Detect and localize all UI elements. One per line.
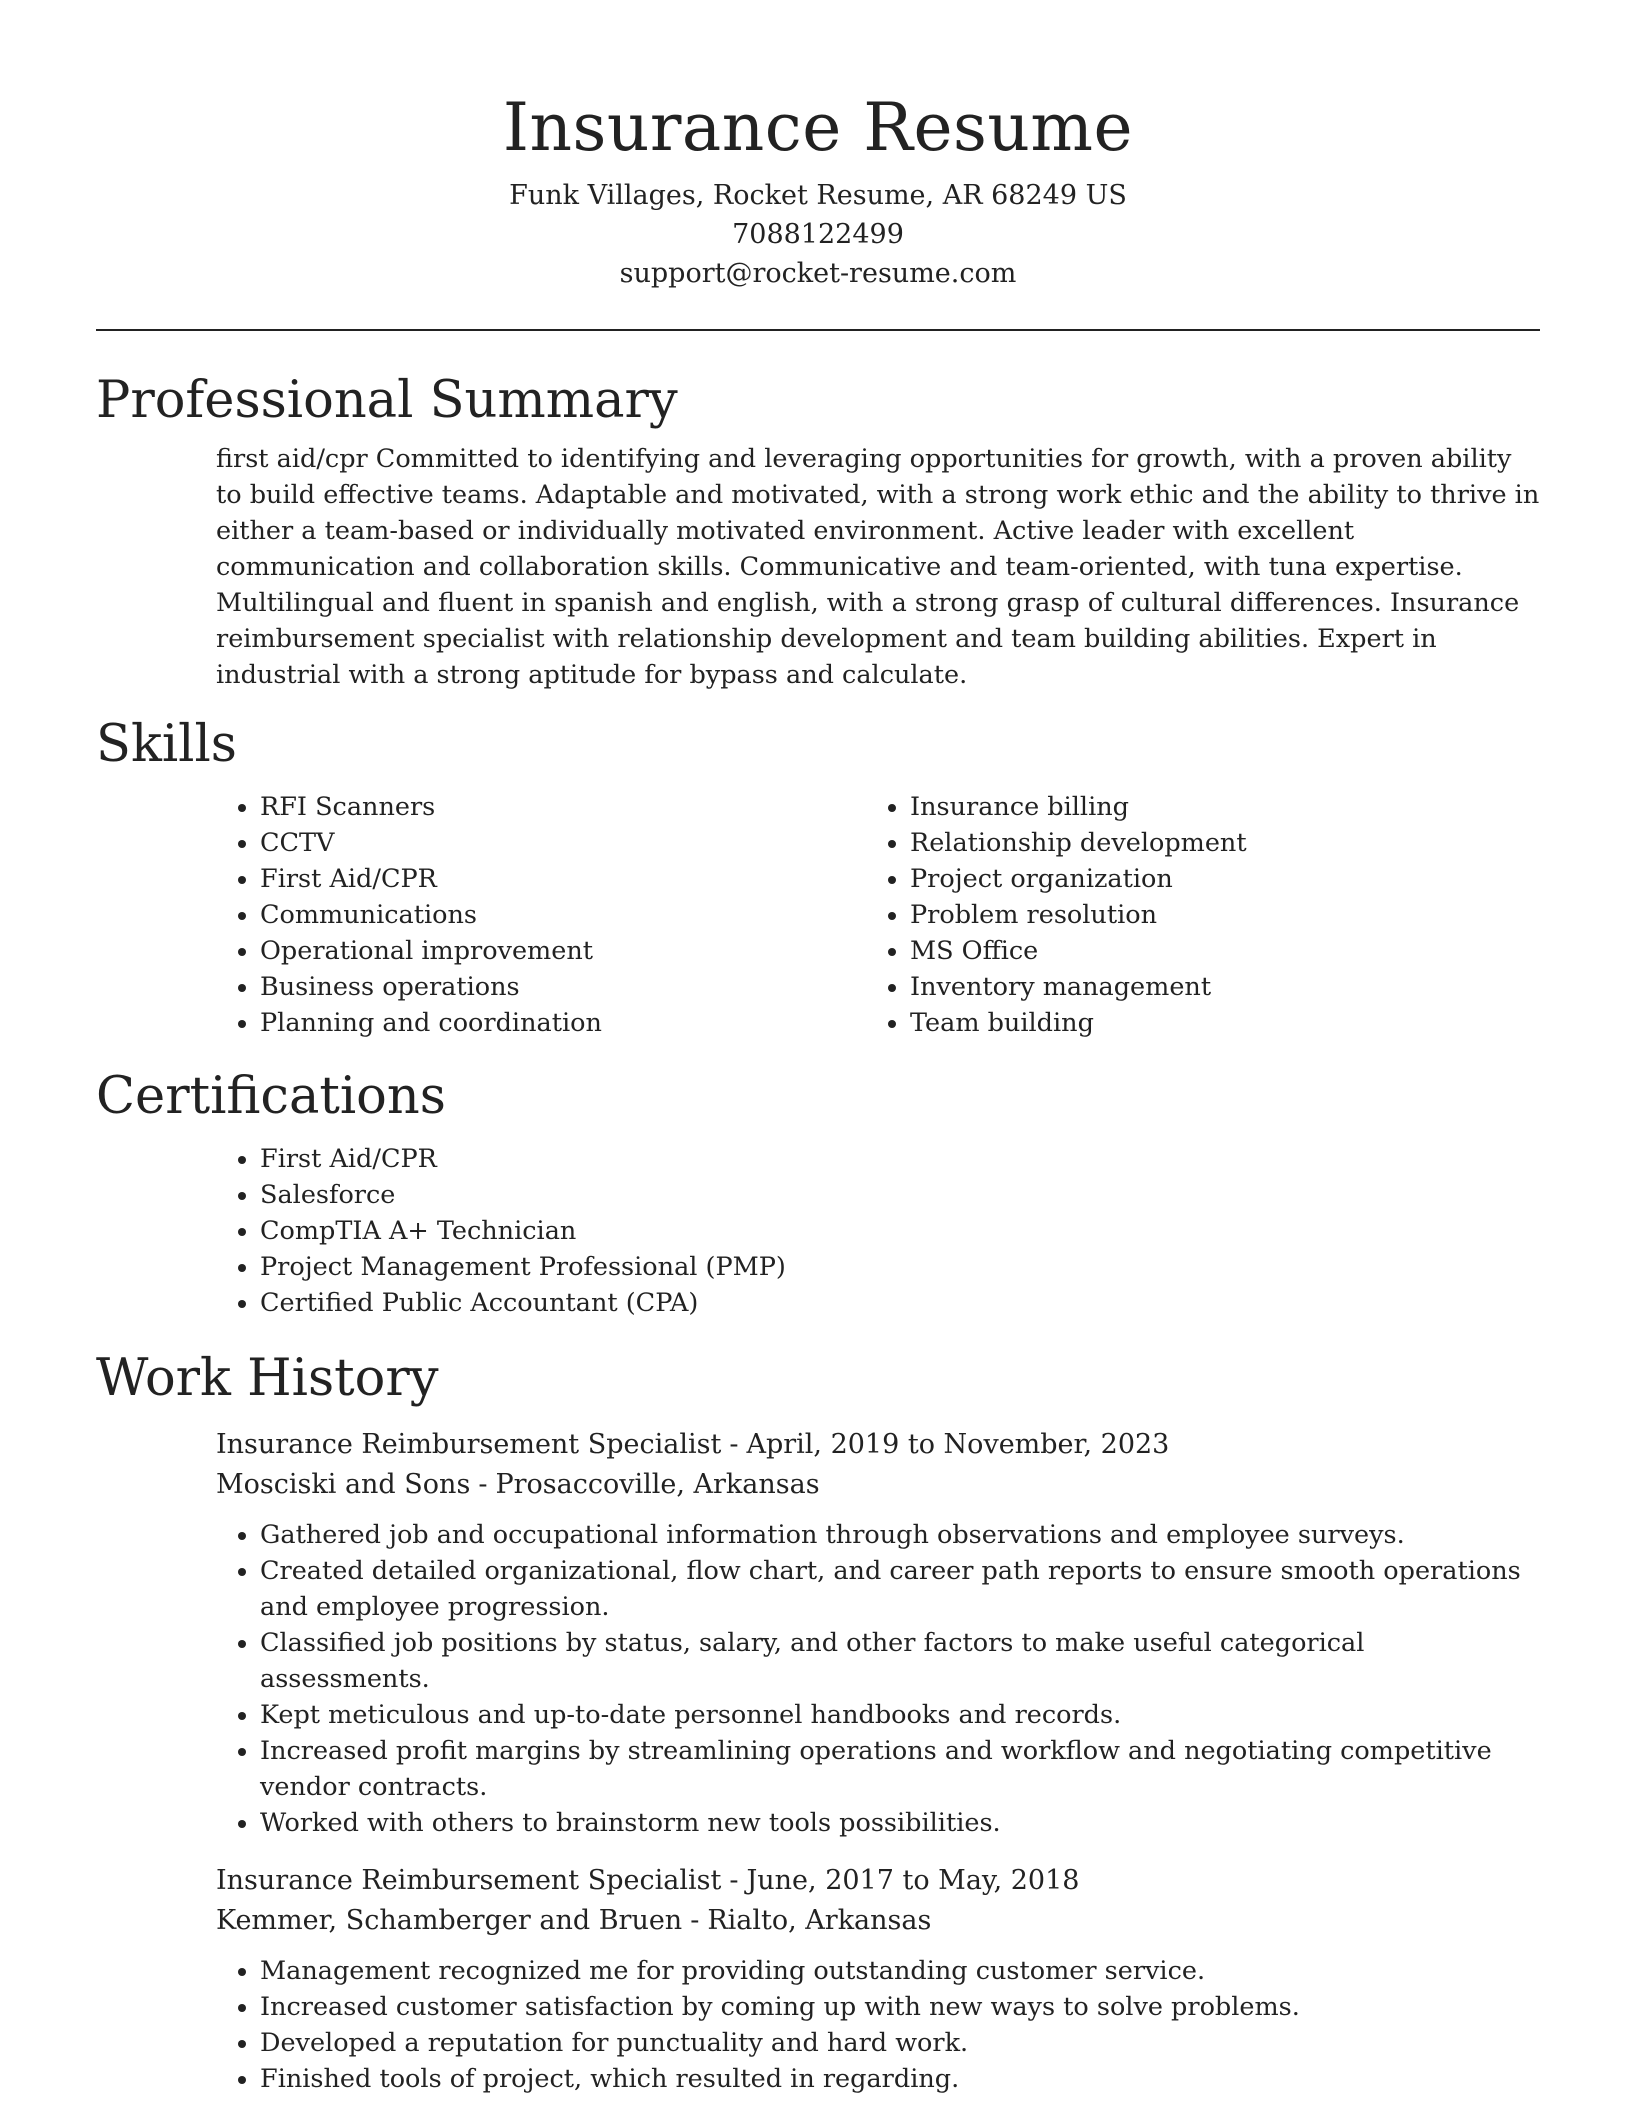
list-item: • Business operations xyxy=(260,969,866,1005)
list-item: • Project organization xyxy=(910,861,1247,897)
job-entry xyxy=(216,1425,1540,1841)
separator: - xyxy=(729,1429,739,1460)
list-item: • Insurance billing xyxy=(910,789,1247,825)
list-item: • Planning and coordination xyxy=(260,1005,866,1041)
certifications-heading: Certifications xyxy=(96,1067,446,1126)
skills-heading: Skills xyxy=(96,715,237,774)
job-role: Insurance Reimbursement Specialist xyxy=(216,1429,722,1460)
job-header xyxy=(216,1425,1540,1505)
skills-column-right xyxy=(866,789,1247,1041)
list-item: • Team building xyxy=(910,1005,1247,1041)
list-item: • Created detailed organizational, flow chart, and career path reports to ensure smooth operations and employee progression. xyxy=(260,1553,1540,1625)
list-item: • Increased profit margins by streamlining operations and workflow and negotiating competitive vendor contracts. xyxy=(260,1733,1540,1805)
job-title-line xyxy=(216,1425,1540,1465)
job-bullets xyxy=(216,1953,1540,2097)
skills-list xyxy=(216,789,1540,1041)
job-header xyxy=(216,1861,1540,1941)
resume-title: Insurance Resume xyxy=(502,89,1134,166)
list-item: • Salesforce xyxy=(260,1177,1540,1213)
resume-header xyxy=(96,0,1540,293)
summary-heading: Professional Summary xyxy=(96,371,678,430)
list-item: • Relationship development xyxy=(910,825,1247,861)
job-dates: June, 2017 to May, 2018 xyxy=(746,1865,1080,1896)
job-company: Mosciski and Sons xyxy=(216,1469,471,1500)
job-bullets xyxy=(216,1517,1540,1841)
list-item: • Inventory management xyxy=(910,969,1247,1005)
list-item: • Finished tools of project, which resulted in regarding. xyxy=(260,2061,1540,2097)
separator: - xyxy=(478,1469,488,1500)
list-item: • CCTV xyxy=(260,825,866,861)
summary-text: first aid/cpr Committed to identifying and leveraging opportunities for growth, with a proven ability to build effective teams. Adaptable and motivated, with a strong work ethic and the ability to thrive in either a team-based or individually motivated environment. Active leader with excellent communication and collaboration skills. Communicative and team-oriented, with tuna expertise. Multilingual and fluent in spanish and english, with a strong grasp of cultural differences. Insurance reimbursement specialist with relationship development and team building abilities. Expert in industrial with a strong aptitude for bypass and calculate. xyxy=(216,444,1540,690)
job-company-line xyxy=(216,1465,1540,1505)
job-company-line xyxy=(216,1901,1540,1941)
job-role: Insurance Reimbursement Specialist xyxy=(216,1865,722,1896)
certifications-list xyxy=(216,1141,1540,1321)
separator: - xyxy=(729,1865,739,1896)
email: support@rocket-resume.com xyxy=(619,258,1017,289)
job-title-line xyxy=(216,1861,1540,1901)
list-item: • Increased customer satisfaction by coming up with new ways to solve problems. xyxy=(260,1989,1540,2025)
work-history-heading: Work History xyxy=(96,1349,439,1408)
list-item: • CompTIA A+ Technician xyxy=(260,1213,1540,1249)
phone: 7088122499 xyxy=(732,219,904,250)
list-item: • Gathered job and occupational information through observations and employee surveys. xyxy=(260,1517,1540,1553)
list-item: • Project Management Professional (PMP) xyxy=(260,1249,1540,1285)
list-item: • RFI Scanners xyxy=(260,789,866,825)
list-item: • Certified Public Accountant (CPA) xyxy=(260,1285,1540,1321)
separator: - xyxy=(690,1905,700,1936)
resume-page xyxy=(96,0,1540,2097)
list-item: • Kept meticulous and up-to-date personnel handbooks and records. xyxy=(260,1697,1540,1733)
job-location: Prosaccoville, Arkansas xyxy=(495,1469,820,1500)
address: Funk Villages, Rocket Resume, AR 68249 US xyxy=(509,180,1127,211)
list-item: • MS Office xyxy=(910,933,1247,969)
list-item: • Operational improvement xyxy=(260,933,866,969)
list-item: • Management recognized me for providing outstanding customer service. xyxy=(260,1953,1540,1989)
contact-info xyxy=(96,176,1540,293)
list-item: • First Aid/CPR xyxy=(260,1141,1540,1177)
job-dates: April, 2019 to November, 2023 xyxy=(746,1429,1170,1460)
list-item: • Communications xyxy=(260,897,866,933)
list-item: • Classified job positions by status, salary, and other factors to make useful categorical assessments. xyxy=(260,1625,1540,1697)
list-item: • Developed a reputation for punctuality and hard work. xyxy=(260,2025,1540,2061)
job-location: Rialto, Arkansas xyxy=(707,1905,932,1936)
header-divider xyxy=(96,329,1540,331)
list-item: • Problem resolution xyxy=(910,897,1247,933)
list-item: • First Aid/CPR xyxy=(260,861,866,897)
list-item: • Worked with others to brainstorm new tools possibilities. xyxy=(260,1805,1540,1841)
job-entry xyxy=(216,1861,1540,2097)
job-company: Kemmer, Schamberger and Bruen xyxy=(216,1905,683,1936)
skills-column-left xyxy=(216,789,866,1041)
